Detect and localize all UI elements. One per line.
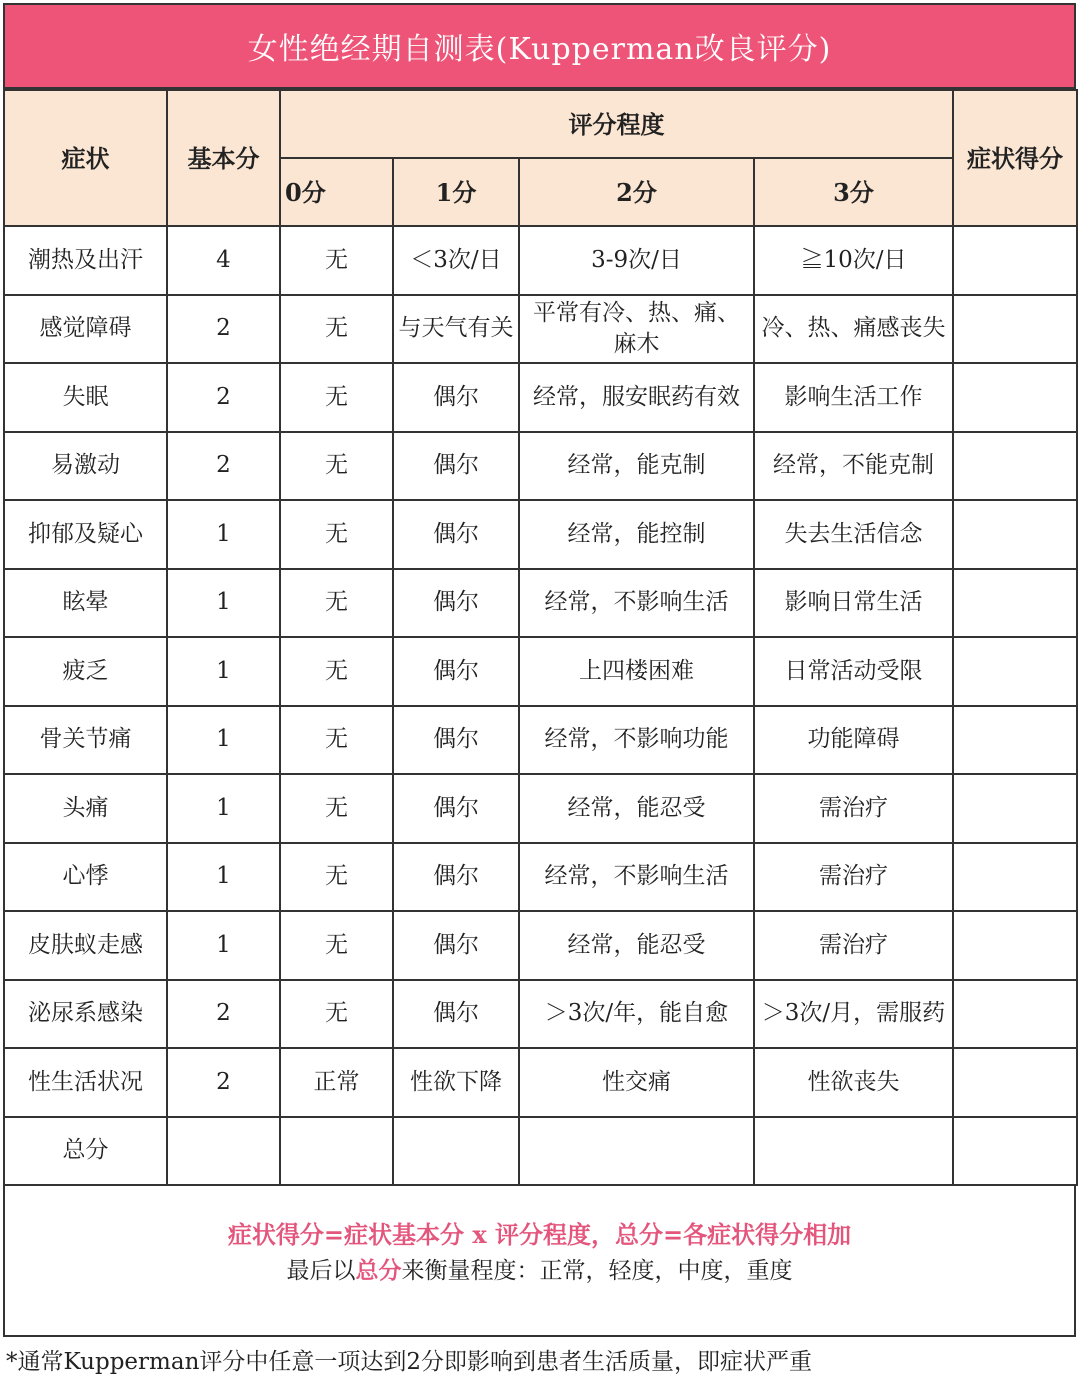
score-cell[interactable] bbox=[953, 226, 1077, 295]
score-cell[interactable] bbox=[953, 706, 1077, 775]
level3-cell: 需治疗 bbox=[754, 843, 953, 912]
level0-cell: 无 bbox=[280, 363, 393, 432]
table-row bbox=[4, 363, 1077, 432]
formula-text: 症状得分=症状基本分 x 评分程度，总分=各症状得分相加 bbox=[227, 1220, 852, 1249]
total-score-cell[interactable] bbox=[953, 1117, 1077, 1186]
table-row bbox=[4, 226, 1077, 295]
header-level-2: 2分 bbox=[519, 158, 754, 226]
level0-cell: 无 bbox=[280, 843, 393, 912]
header-level-1: 1分 bbox=[393, 158, 519, 226]
symptom-cell: 潮热及出汗 bbox=[4, 226, 167, 295]
base-cell: 2 bbox=[167, 363, 280, 432]
header-level-0: 0分 bbox=[280, 158, 393, 226]
table-row bbox=[4, 295, 1077, 364]
base-cell: 2 bbox=[167, 980, 280, 1049]
base-cell: 2 bbox=[167, 432, 280, 501]
level2-cell: 经常，不影响功能 bbox=[519, 706, 754, 775]
level1-cell: 偶尔 bbox=[393, 843, 519, 912]
table-title: 女性绝经期自测表(Kupperman改良评分) bbox=[3, 3, 1076, 89]
score-cell[interactable] bbox=[953, 1048, 1077, 1117]
level2-cell: 上四楼困难 bbox=[519, 637, 754, 706]
base-cell: 2 bbox=[167, 295, 280, 364]
level2-cell: 经常，不影响生活 bbox=[519, 843, 754, 912]
level0-cell: 无 bbox=[280, 432, 393, 501]
level1-cell: 偶尔 bbox=[393, 432, 519, 501]
total-label: 总分 bbox=[4, 1117, 167, 1186]
base-cell: 1 bbox=[167, 500, 280, 569]
header-base: 基本分 bbox=[167, 90, 280, 226]
table-row bbox=[4, 432, 1077, 501]
measure-text bbox=[5, 1252, 1074, 1285]
header-level-3: 3分 bbox=[754, 158, 953, 226]
level3-cell: 冷、热、痛感丧失 bbox=[754, 295, 953, 364]
total-row bbox=[4, 1117, 1077, 1186]
table-row bbox=[4, 569, 1077, 638]
symptom-cell: 疲乏 bbox=[4, 637, 167, 706]
level0-cell: 无 bbox=[280, 706, 393, 775]
score-cell[interactable] bbox=[953, 569, 1077, 638]
table-row bbox=[4, 637, 1077, 706]
symptom-cell: 失眠 bbox=[4, 363, 167, 432]
level2-cell: 经常，能忍受 bbox=[519, 911, 754, 980]
level3-cell: 需治疗 bbox=[754, 911, 953, 980]
base-cell: 1 bbox=[167, 569, 280, 638]
level1-cell: 偶尔 bbox=[393, 363, 519, 432]
level3-cell: 日常活动受限 bbox=[754, 637, 953, 706]
level3-cell: 影响日常生活 bbox=[754, 569, 953, 638]
level3-cell: 功能障碍 bbox=[754, 706, 953, 775]
level2-cell: 平常有冷、热、痛、麻木 bbox=[519, 295, 754, 364]
level1-cell: 偶尔 bbox=[393, 500, 519, 569]
total-cell[interactable] bbox=[280, 1117, 393, 1186]
level3-cell: 经常，不能克制 bbox=[754, 432, 953, 501]
level3-cell: 影响生活工作 bbox=[754, 363, 953, 432]
table-row bbox=[4, 1048, 1077, 1117]
score-cell[interactable] bbox=[953, 432, 1077, 501]
score-cell[interactable] bbox=[953, 843, 1077, 912]
level2-cell: 经常，能克制 bbox=[519, 432, 754, 501]
total-cell[interactable] bbox=[519, 1117, 754, 1186]
table-row bbox=[4, 980, 1077, 1049]
level0-cell: 无 bbox=[280, 569, 393, 638]
level2-cell: 经常，能控制 bbox=[519, 500, 754, 569]
score-cell[interactable] bbox=[953, 295, 1077, 364]
measure-prefix: 最后以 bbox=[286, 1258, 356, 1284]
level3-cell: ≧10次/日 bbox=[754, 226, 953, 295]
base-cell: 1 bbox=[167, 843, 280, 912]
base-cell: 1 bbox=[167, 911, 280, 980]
measure-suffix: 来衡量程度：正常，轻度，中度，重度 bbox=[401, 1258, 793, 1284]
level1-cell: 偶尔 bbox=[393, 980, 519, 1049]
base-cell: 2 bbox=[167, 1048, 280, 1117]
score-cell[interactable] bbox=[953, 363, 1077, 432]
score-cell[interactable] bbox=[953, 911, 1077, 980]
level3-cell: 失去生活信念 bbox=[754, 500, 953, 569]
symptom-cell: 头痛 bbox=[4, 774, 167, 843]
level0-cell: 无 bbox=[280, 774, 393, 843]
total-cell[interactable] bbox=[167, 1117, 280, 1186]
level3-cell: 性欲丧失 bbox=[754, 1048, 953, 1117]
symptom-cell: 感觉障碍 bbox=[4, 295, 167, 364]
symptom-cell: 易激动 bbox=[4, 432, 167, 501]
level1-cell: 偶尔 bbox=[393, 569, 519, 638]
table-row bbox=[4, 774, 1077, 843]
symptom-cell: 泌尿系感染 bbox=[4, 980, 167, 1049]
base-cell: 1 bbox=[167, 706, 280, 775]
header-degree: 评分程度 bbox=[280, 90, 953, 158]
header-score: 症状得分 bbox=[953, 90, 1077, 226]
level0-cell: 无 bbox=[280, 980, 393, 1049]
level1-cell: 性欲下降 bbox=[393, 1048, 519, 1117]
level2-cell: 性交痛 bbox=[519, 1048, 754, 1117]
level0-cell: 无 bbox=[280, 637, 393, 706]
level0-cell: 正常 bbox=[280, 1048, 393, 1117]
symptom-cell: 皮肤蚁走感 bbox=[4, 911, 167, 980]
level2-cell: ＞3次/年，能自愈 bbox=[519, 980, 754, 1049]
score-cell[interactable] bbox=[953, 500, 1077, 569]
level2-cell: 经常，能忍受 bbox=[519, 774, 754, 843]
symptom-cell: 骨关节痛 bbox=[4, 706, 167, 775]
level1-cell: ＜3次/日 bbox=[393, 226, 519, 295]
level0-cell: 无 bbox=[280, 500, 393, 569]
level1-cell: 偶尔 bbox=[393, 911, 519, 980]
base-cell: 1 bbox=[167, 637, 280, 706]
level2-cell: 经常，不影响生活 bbox=[519, 569, 754, 638]
table-row bbox=[4, 843, 1077, 912]
level1-cell: 偶尔 bbox=[393, 637, 519, 706]
level1-cell: 偶尔 bbox=[393, 774, 519, 843]
table-row bbox=[4, 911, 1077, 980]
score-cell[interactable] bbox=[953, 637, 1077, 706]
symptom-cell: 眩晕 bbox=[4, 569, 167, 638]
level0-cell: 无 bbox=[280, 911, 393, 980]
level0-cell: 无 bbox=[280, 295, 393, 364]
level0-cell: 无 bbox=[280, 226, 393, 295]
kupperman-table bbox=[3, 89, 1078, 1186]
score-cell[interactable] bbox=[953, 980, 1077, 1049]
explanation-box bbox=[3, 1185, 1076, 1337]
total-cell[interactable] bbox=[393, 1117, 519, 1186]
score-cell[interactable] bbox=[953, 774, 1077, 843]
symptom-cell: 性生活状况 bbox=[4, 1048, 167, 1117]
footnote: *通常Kupperman评分中任意一项达到2分即影响到患者生活质量，即症状严重 bbox=[6, 1349, 813, 1375]
measure-highlight: 总分 bbox=[355, 1257, 402, 1284]
base-cell: 4 bbox=[167, 226, 280, 295]
base-cell: 1 bbox=[167, 774, 280, 843]
symptom-cell: 抑郁及疑心 bbox=[4, 500, 167, 569]
level2-cell: 3-9次/日 bbox=[519, 226, 754, 295]
total-cell[interactable] bbox=[754, 1117, 953, 1186]
level3-cell: 需治疗 bbox=[754, 774, 953, 843]
table-row bbox=[4, 706, 1077, 775]
symptom-cell: 心悸 bbox=[4, 843, 167, 912]
level2-cell: 经常，服安眠药有效 bbox=[519, 363, 754, 432]
header-symptom: 症状 bbox=[4, 90, 167, 226]
level1-cell: 偶尔 bbox=[393, 706, 519, 775]
table-row bbox=[4, 500, 1077, 569]
level1-cell: 与天气有关 bbox=[393, 295, 519, 364]
level3-cell: ＞3次/月，需服药 bbox=[754, 980, 953, 1049]
